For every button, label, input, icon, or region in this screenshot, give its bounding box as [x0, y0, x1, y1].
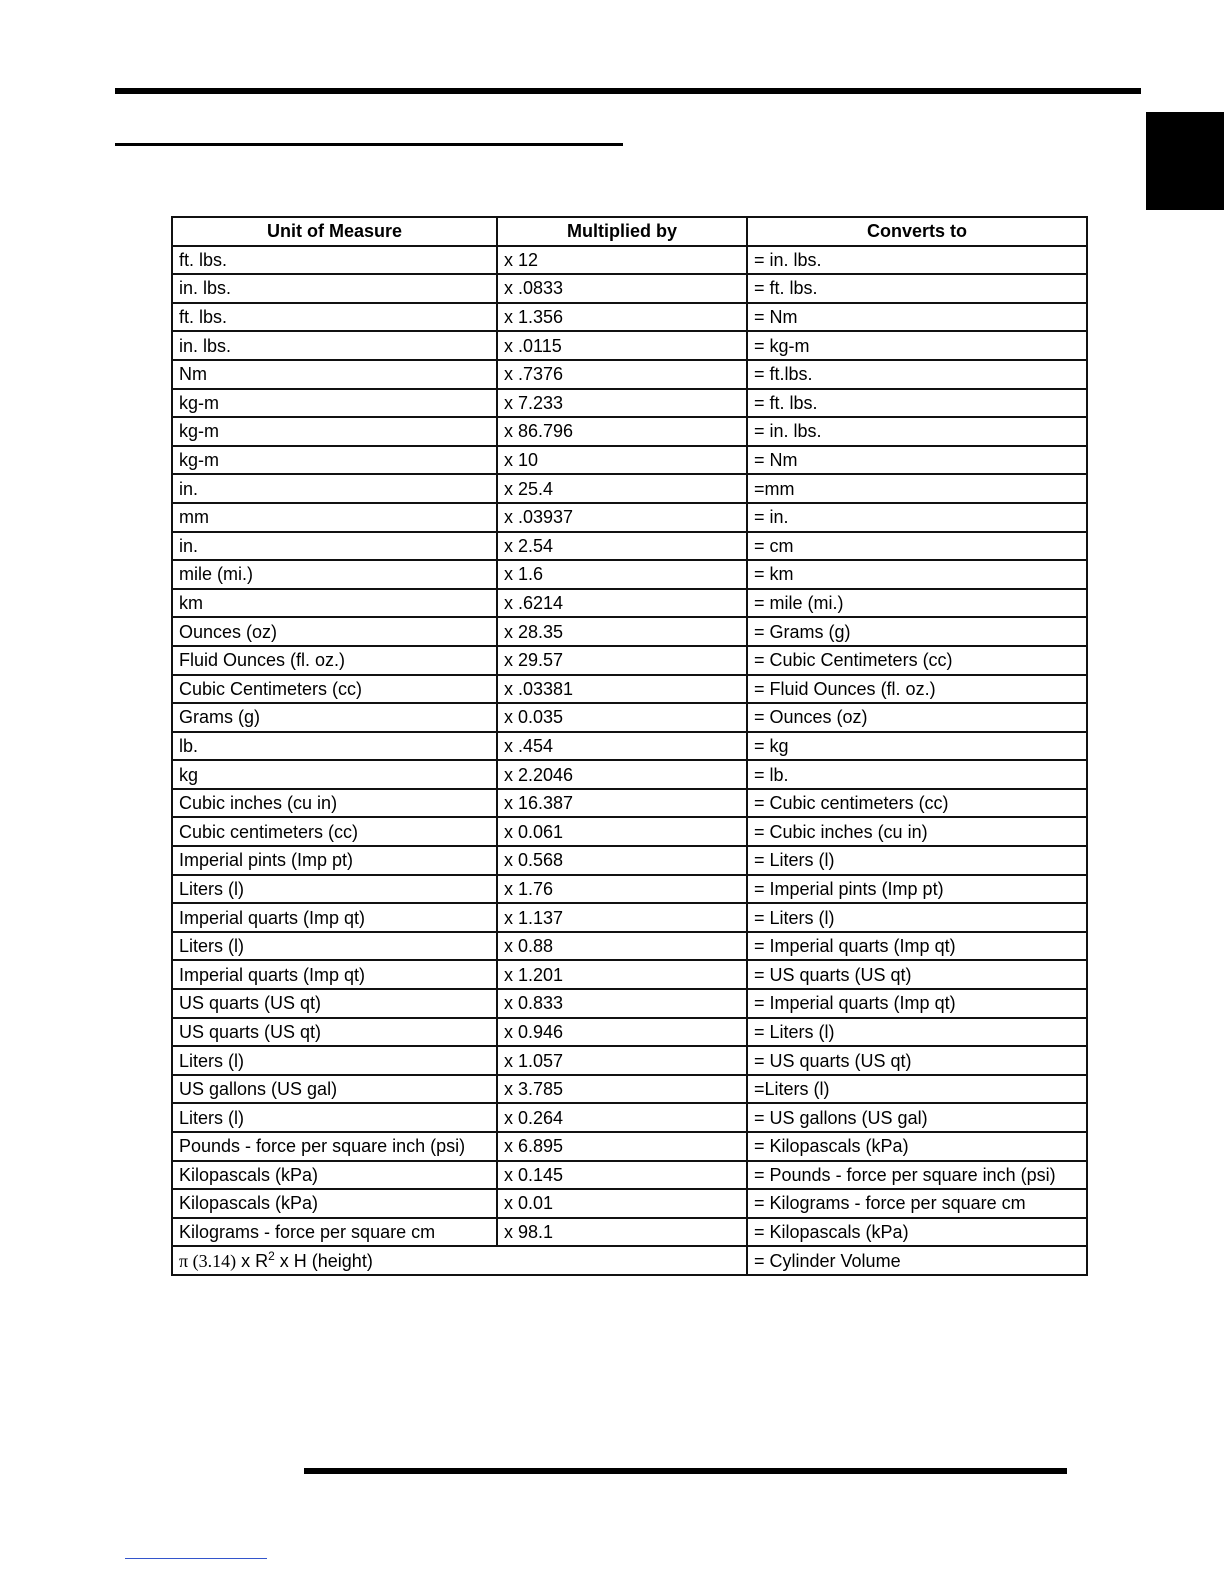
cylinder-volume-formula: [172, 1246, 747, 1275]
cell-multiplier: x .454: [497, 732, 747, 761]
cell-converts-to: = Grams (g): [747, 617, 1087, 646]
cell-unit: US gallons (US gal): [172, 1075, 497, 1104]
cell-unit: in.: [172, 532, 497, 561]
table-row: [172, 932, 1087, 961]
table-row: [172, 503, 1087, 532]
cell-converts-to: = cm: [747, 532, 1087, 561]
table-row: [172, 360, 1087, 389]
cell-unit: Liters (l): [172, 1103, 497, 1132]
cell-unit: Liters (l): [172, 1046, 497, 1075]
cell-converts-to: = Cubic inches (cu in): [747, 817, 1087, 846]
cell-unit: kg-m: [172, 389, 497, 418]
cell-unit: Fluid Ounces (fl. oz.): [172, 646, 497, 675]
table-row: [172, 960, 1087, 989]
cell-converts-to: = Kilopascals (kPa): [747, 1132, 1087, 1161]
table-body: [172, 246, 1087, 1247]
table-row: [172, 532, 1087, 561]
cell-multiplier: x 1.201: [497, 960, 747, 989]
cell-multiplier: x 25.4: [497, 474, 747, 503]
cell-converts-to: = Fluid Ounces (fl. oz.): [747, 675, 1087, 704]
table-row: [172, 1132, 1087, 1161]
table-row: [172, 303, 1087, 332]
table-row: [172, 617, 1087, 646]
table-row: [172, 817, 1087, 846]
cell-multiplier: x 0.145: [497, 1161, 747, 1190]
table-row: [172, 875, 1087, 904]
formula-radius: x R: [236, 1250, 269, 1271]
cell-multiplier: x 0.568: [497, 846, 747, 875]
cell-converts-to: =Liters (l): [747, 1075, 1087, 1104]
cell-multiplier: x 16.387: [497, 789, 747, 818]
table-row: [172, 1018, 1087, 1047]
cell-converts-to: = in.: [747, 503, 1087, 532]
cell-unit: Kilopascals (kPa): [172, 1189, 497, 1218]
cell-unit: mm: [172, 503, 497, 532]
cell-converts-to: = Liters (l): [747, 903, 1087, 932]
table-row: [172, 1046, 1087, 1075]
formula-row: [172, 1246, 1087, 1275]
formula-exponent: 2: [268, 1248, 275, 1263]
cell-unit: Kilograms - force per square cm: [172, 1218, 497, 1247]
cell-multiplier: x .7376: [497, 360, 747, 389]
column-header-unit: Unit of Measure: [172, 217, 497, 246]
cell-unit: Cubic Centimeters (cc): [172, 675, 497, 704]
pi-constant: π (3.14): [179, 1250, 237, 1271]
table-row: [172, 274, 1087, 303]
cell-multiplier: x 98.1: [497, 1218, 747, 1247]
cell-multiplier: x .0115: [497, 331, 747, 360]
table-row: [172, 646, 1087, 675]
cell-multiplier: x 12: [497, 246, 747, 275]
table-row: [172, 1075, 1087, 1104]
cell-converts-to: = Pounds - force per square inch (psi): [747, 1161, 1087, 1190]
cell-unit: in. lbs.: [172, 274, 497, 303]
cell-converts-to: = km: [747, 560, 1087, 589]
cell-multiplier: x 2.2046: [497, 760, 747, 789]
cell-converts-to: = mile (mi.): [747, 589, 1087, 618]
cell-unit: Grams (g): [172, 703, 497, 732]
cell-converts-to: = US quarts (US qt): [747, 1046, 1087, 1075]
cell-multiplier: x 3.785: [497, 1075, 747, 1104]
cell-multiplier: x 1.137: [497, 903, 747, 932]
cell-multiplier: x .03381: [497, 675, 747, 704]
cell-unit: Imperial pints (Imp pt): [172, 846, 497, 875]
table-row: [172, 846, 1087, 875]
header-rule: [115, 88, 1141, 94]
cell-unit: Ounces (oz): [172, 617, 497, 646]
cell-multiplier: x 29.57: [497, 646, 747, 675]
cell-multiplier: x 1.057: [497, 1046, 747, 1075]
conversion-table: [171, 216, 1088, 1276]
cell-converts-to: = Nm: [747, 446, 1087, 475]
footer-link-underline: [125, 1558, 267, 1559]
cell-unit: kg-m: [172, 417, 497, 446]
table-row: [172, 703, 1087, 732]
cell-multiplier: x 28.35: [497, 617, 747, 646]
table-row: [172, 903, 1087, 932]
cell-converts-to: = Nm: [747, 303, 1087, 332]
cell-multiplier: x 0.88: [497, 932, 747, 961]
cell-unit: in.: [172, 474, 497, 503]
cell-converts-to: = lb.: [747, 760, 1087, 789]
cell-unit: Nm: [172, 360, 497, 389]
table-row: [172, 789, 1087, 818]
section-title-underline: [115, 143, 623, 146]
cell-converts-to: = Kilograms - force per square cm: [747, 1189, 1087, 1218]
cell-unit: Kilopascals (kPa): [172, 1161, 497, 1190]
cell-converts-to: = Imperial quarts (Imp qt): [747, 932, 1087, 961]
table-row: [172, 589, 1087, 618]
cell-converts-to: = US quarts (US qt): [747, 960, 1087, 989]
cell-unit: mile (mi.): [172, 560, 497, 589]
cell-unit: km: [172, 589, 497, 618]
cell-converts-to: = Liters (l): [747, 1018, 1087, 1047]
cell-unit: Liters (l): [172, 875, 497, 904]
cell-converts-to: = in. lbs.: [747, 246, 1087, 275]
cell-unit: US quarts (US qt): [172, 989, 497, 1018]
cell-unit: ft. lbs.: [172, 246, 497, 275]
table-row: [172, 675, 1087, 704]
cell-multiplier: x 7.233: [497, 389, 747, 418]
cell-multiplier: x 0.833: [497, 989, 747, 1018]
cell-converts-to: = Liters (l): [747, 846, 1087, 875]
cell-converts-to: = Kilopascals (kPa): [747, 1218, 1087, 1247]
cell-multiplier: x 2.54: [497, 532, 747, 561]
table-row: [172, 246, 1087, 275]
cell-multiplier: x 0.264: [497, 1103, 747, 1132]
cell-converts-to: = ft.lbs.: [747, 360, 1087, 389]
table-row: [172, 1189, 1087, 1218]
cell-unit: Liters (l): [172, 932, 497, 961]
cell-multiplier: x .03937: [497, 503, 747, 532]
cell-converts-to: = ft. lbs.: [747, 389, 1087, 418]
cell-multiplier: x 10: [497, 446, 747, 475]
cell-converts-to: = US gallons (US gal): [747, 1103, 1087, 1132]
cell-unit: Cubic inches (cu in): [172, 789, 497, 818]
table-row: [172, 732, 1087, 761]
table-row: [172, 1103, 1087, 1132]
cell-converts-to: = kg: [747, 732, 1087, 761]
chapter-tab-marker: [1146, 112, 1224, 210]
cell-unit: kg: [172, 760, 497, 789]
cell-multiplier: x 0.061: [497, 817, 747, 846]
cell-unit: Pounds - force per square inch (psi): [172, 1132, 497, 1161]
column-header-converts-to: Converts to: [747, 217, 1087, 246]
cell-multiplier: x 1.76: [497, 875, 747, 904]
cell-converts-to: = in. lbs.: [747, 417, 1087, 446]
formula-height: x H (height): [274, 1250, 373, 1271]
cell-multiplier: x 0.01: [497, 1189, 747, 1218]
cell-converts-to: = Cubic Centimeters (cc): [747, 646, 1087, 675]
cell-unit: lb.: [172, 732, 497, 761]
cell-unit: Imperial quarts (Imp qt): [172, 903, 497, 932]
formula-result: = Cylinder Volume: [747, 1246, 1087, 1275]
cell-unit: Imperial quarts (Imp qt): [172, 960, 497, 989]
cell-multiplier: x 1.6: [497, 560, 747, 589]
cell-multiplier: x .0833: [497, 274, 747, 303]
cell-converts-to: = kg-m: [747, 331, 1087, 360]
table-row: [172, 446, 1087, 475]
table-row: [172, 417, 1087, 446]
table-row: [172, 331, 1087, 360]
table-row: [172, 1161, 1087, 1190]
table-row: [172, 560, 1087, 589]
cell-multiplier: x .6214: [497, 589, 747, 618]
cell-multiplier: x 6.895: [497, 1132, 747, 1161]
cell-converts-to: = Imperial quarts (Imp qt): [747, 989, 1087, 1018]
table-row: [172, 1218, 1087, 1247]
cell-converts-to: =mm: [747, 474, 1087, 503]
table-row: [172, 760, 1087, 789]
column-header-multiplier: Multiplied by: [497, 217, 747, 246]
footer-rule: [304, 1468, 1067, 1474]
cell-multiplier: x 0.946: [497, 1018, 747, 1047]
table-header-row: [172, 217, 1087, 246]
cell-multiplier: x 1.356: [497, 303, 747, 332]
cell-multiplier: x 0.035: [497, 703, 747, 732]
cell-unit: in. lbs.: [172, 331, 497, 360]
cell-unit: kg-m: [172, 446, 497, 475]
table-row: [172, 474, 1087, 503]
cell-converts-to: = Imperial pints (Imp pt): [747, 875, 1087, 904]
cell-converts-to: = Cubic centimeters (cc): [747, 789, 1087, 818]
cell-unit: ft. lbs.: [172, 303, 497, 332]
cell-unit: US quarts (US qt): [172, 1018, 497, 1047]
cell-converts-to: = Ounces (oz): [747, 703, 1087, 732]
table-row: [172, 989, 1087, 1018]
cell-unit: Cubic centimeters (cc): [172, 817, 497, 846]
cell-converts-to: = ft. lbs.: [747, 274, 1087, 303]
table-row: [172, 389, 1087, 418]
cell-multiplier: x 86.796: [497, 417, 747, 446]
